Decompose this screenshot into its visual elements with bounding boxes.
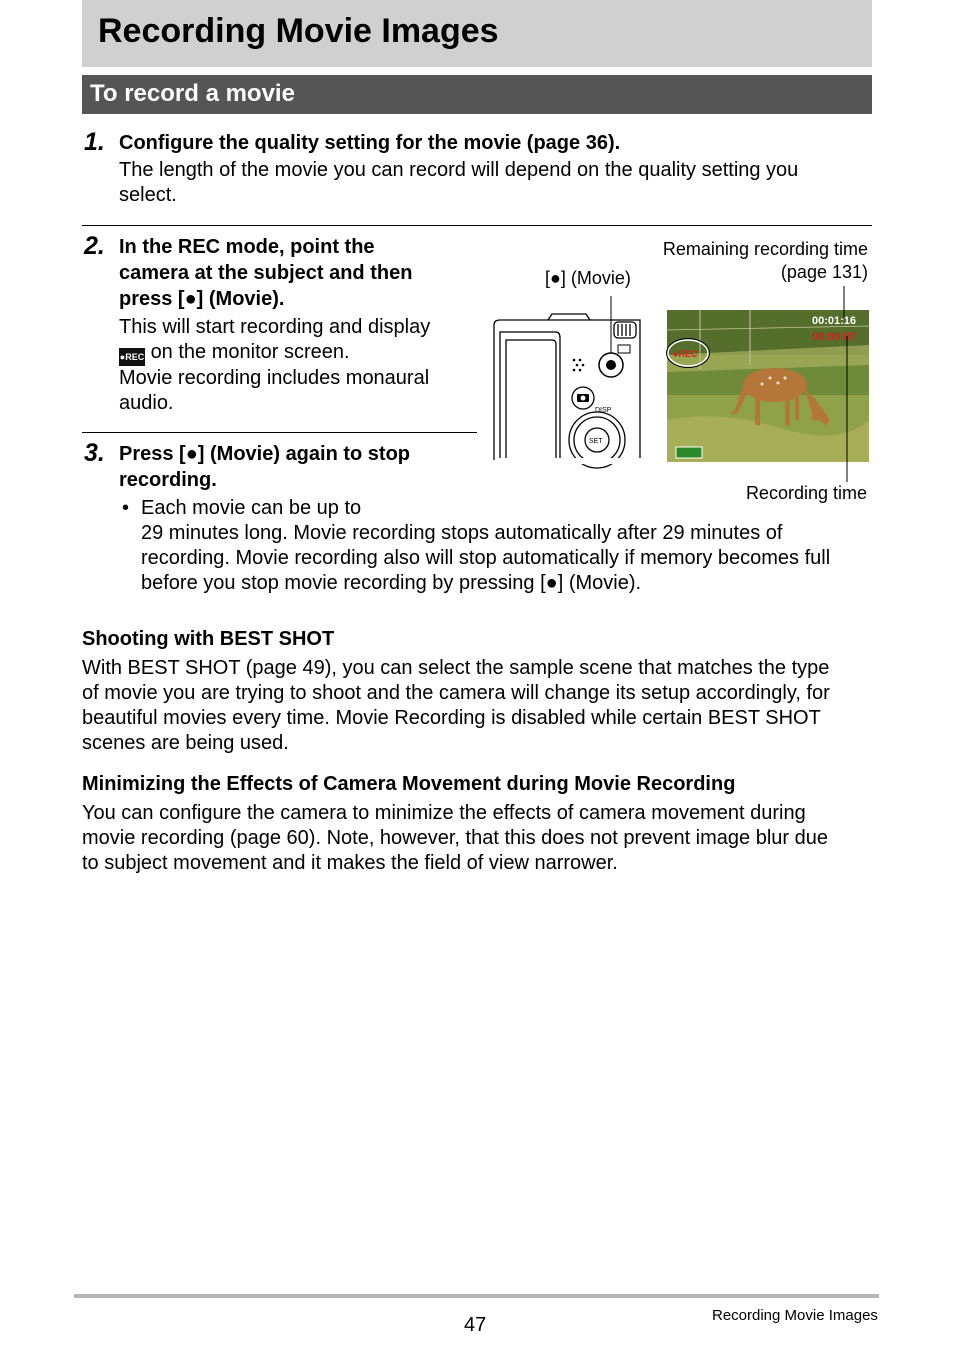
step-3-bullet-line: before you stop movie recording by pressing [●] (Movie). — [141, 572, 642, 594]
step-2-heading-line: camera at the subject and then — [119, 262, 413, 284]
step-2-number: 2. — [84, 232, 105, 260]
best-shot-line: scenes are being used. — [82, 732, 289, 754]
footer-rule — [74, 1294, 879, 1298]
stabilizer-line: movie recording (page 60). Note, however, that this does not prevent image blur due — [82, 827, 828, 849]
step-3-heading-line: Press [●] (Movie) again to stop — [119, 443, 411, 465]
step-2-body-line: ●REC on the monitor screen. — [119, 340, 430, 366]
camera-back — [494, 314, 640, 460]
callout-remaining-line: (page 131) — [780, 262, 868, 282]
step-3-heading-line: recording. — [119, 469, 217, 491]
running-title: Recording Movie Images — [712, 1307, 878, 1324]
set-label: SET — [589, 438, 603, 445]
callout-recording-time: Recording time — [745, 483, 867, 503]
step-3-bullet-line: 29 minutes long. Movie recording stops automatically after 29 minutes of — [141, 522, 783, 544]
best-shot-line: With BEST SHOT (page 49), you can select the sample scene that matches the type — [82, 657, 830, 679]
step-3-number: 3. — [84, 439, 105, 467]
bullet-mark: • — [122, 497, 130, 519]
step-2-heading-line: In the REC mode, point the — [119, 236, 375, 258]
step-2-body-line: This will start recording and display — [119, 316, 431, 338]
step-1-body-line: The length of the movie you can record will depend on the quality setting you — [119, 159, 799, 181]
step-2-body-line: Movie recording includes monaural — [119, 367, 430, 389]
step-2-heading-line: press [●] (Movie). — [119, 288, 285, 310]
movie-button-icon — [599, 345, 630, 377]
stabilizer-body — [82, 801, 828, 876]
best-shot-line: beautiful movies every time. Movie Recording is disabled while certain BEST SHOT — [82, 707, 821, 729]
best-shot-heading: Shooting with BEST SHOT — [82, 628, 335, 650]
step-3-bullet-line: Each movie can be up to — [141, 497, 362, 519]
step-2-body-line: audio. — [119, 392, 174, 414]
screen-remaining-time: 00:01:16 — [812, 315, 857, 327]
section-title: To record a movie — [90, 80, 295, 107]
stabilizer-line: You can configure the camera to minimize the effects of camera movement during — [82, 802, 806, 824]
step-3-bullet-line: recording. Movie recording also will stop automatically if memory becomes full — [141, 547, 831, 569]
screen-recording-time: 00:00:07 — [812, 331, 857, 343]
page-number: 47 — [464, 1314, 487, 1336]
stabilizer-heading: Minimizing the Effects of Camera Movement during Movie Recording — [82, 773, 736, 795]
best-shot-line: of movie you are trying to shoot and the camera will change its setup accordingly, for — [82, 682, 830, 704]
callout-remaining-line: Remaining recording time — [662, 239, 868, 259]
rec-icon: ●REC — [119, 348, 145, 366]
page-title: Recording Movie Images — [98, 12, 499, 50]
callout-movie-button: [●] (Movie) — [545, 268, 631, 288]
step-1-number: 1. — [84, 128, 105, 156]
camera-mode-button-icon — [572, 387, 594, 409]
step-1-body-line: select. — [119, 184, 177, 206]
disp-label: DISP — [595, 407, 612, 414]
step-1-heading: Configure the quality setting for the movie (page 36). — [119, 132, 621, 154]
speaker-icon — [573, 359, 585, 372]
screen-rec-label: ●REC — [673, 349, 698, 359]
best-shot-body — [82, 656, 830, 756]
stabilizer-line: to subject movement and it makes the field of view narrower. — [82, 852, 618, 874]
